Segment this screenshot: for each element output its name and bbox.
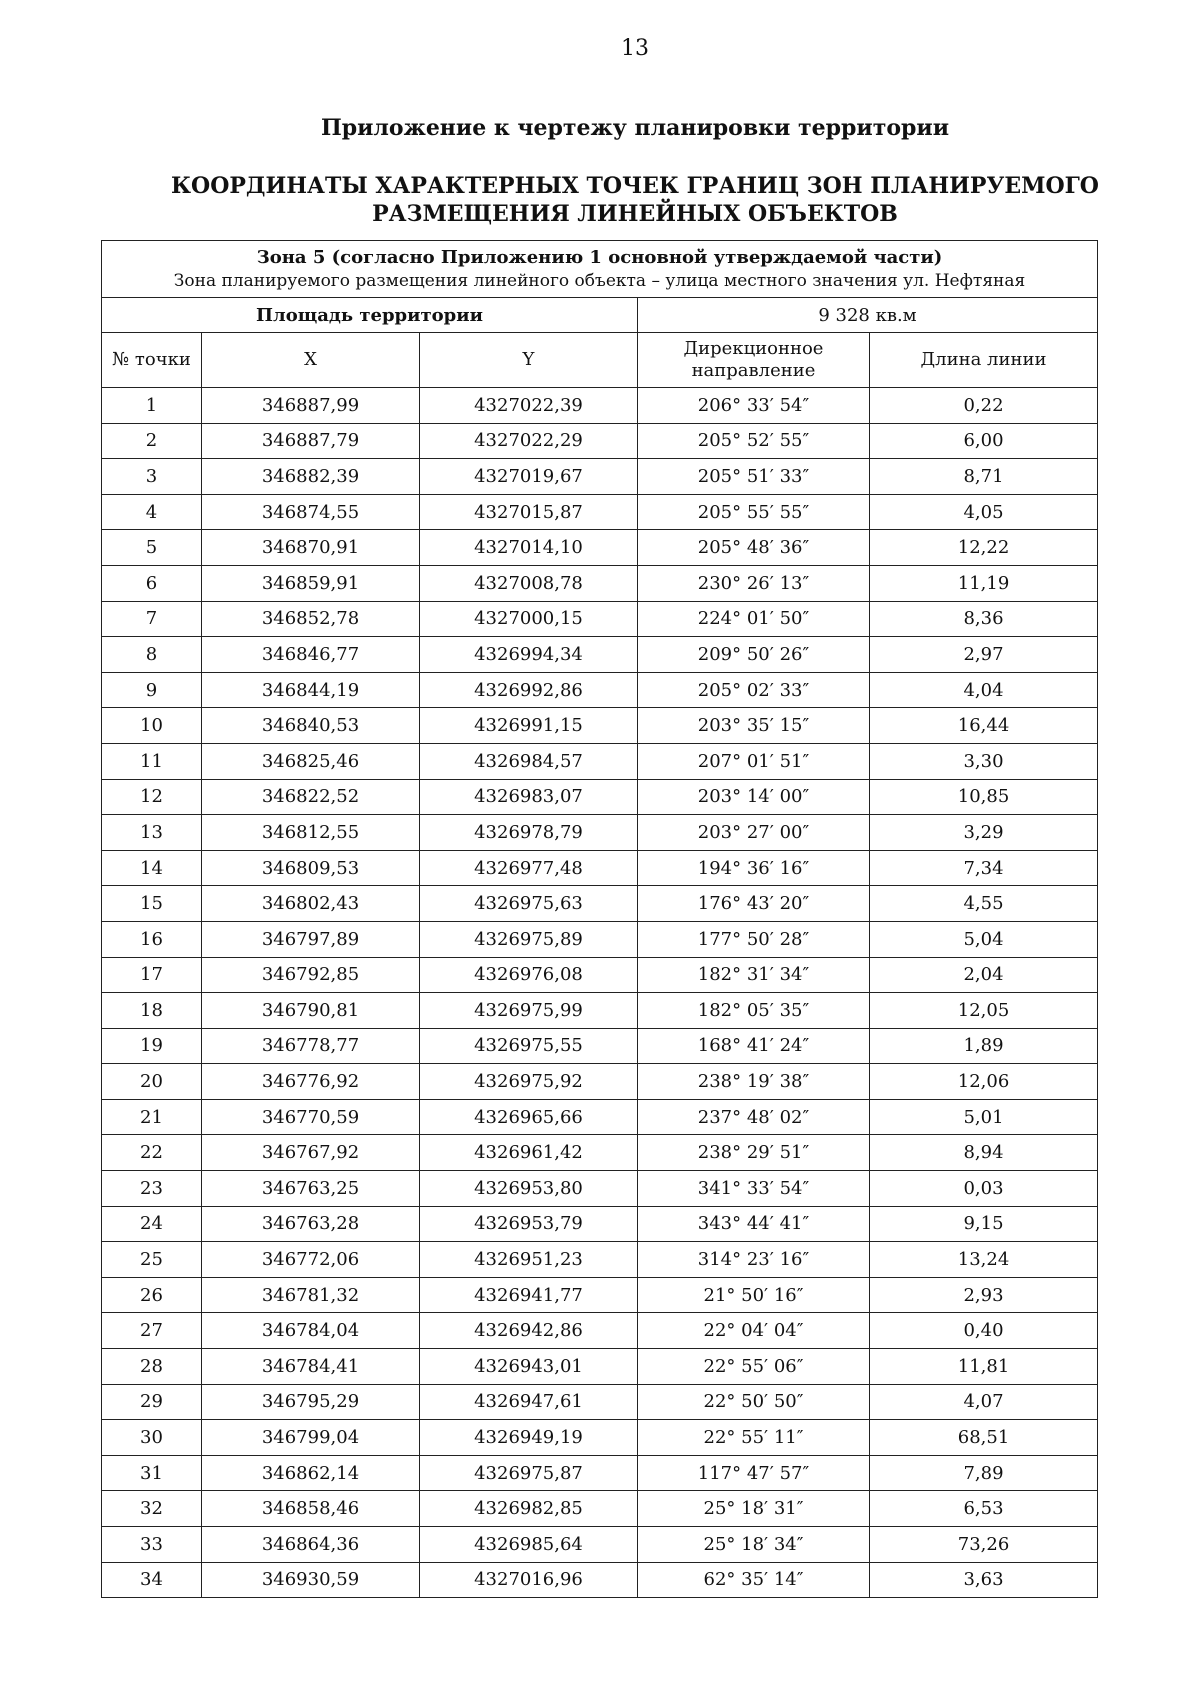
direction-cell: 22° 55′ 11″	[638, 1420, 870, 1456]
point-number-cell: 10	[102, 708, 202, 744]
x-coordinate-cell: 346822,52	[202, 779, 420, 815]
main-title-line-2: РАЗМЕЩЕНИЯ ЛИНЕЙНЫХ ОБЪЕКТОВ	[372, 201, 898, 227]
x-coordinate-cell: 346859,91	[202, 565, 420, 601]
x-coordinate-cell: 346809,53	[202, 850, 420, 886]
point-number-cell: 25	[102, 1242, 202, 1278]
coordinates-table	[101, 240, 1098, 1598]
y-coordinate-cell: 4326977,48	[420, 850, 638, 886]
zone-title: Зона 5 (согласно Приложению 1 основной утверждаемой части)	[256, 247, 943, 268]
column-header-x: X	[202, 333, 420, 388]
x-coordinate-cell: 346795,29	[202, 1384, 420, 1420]
direction-cell: 230° 26′ 13″	[638, 565, 870, 601]
direction-cell: 224° 01′ 50″	[638, 601, 870, 637]
x-coordinate-cell: 346825,46	[202, 743, 420, 779]
direction-cell: 237° 48′ 02″	[638, 1099, 870, 1135]
point-number-cell: 5	[102, 530, 202, 566]
column-header-row	[102, 333, 1098, 388]
length-cell: 8,71	[870, 459, 1098, 495]
point-number-cell: 21	[102, 1099, 202, 1135]
direction-cell: 22° 50′ 50″	[638, 1384, 870, 1420]
length-cell: 4,05	[870, 494, 1098, 530]
y-coordinate-cell: 4326975,87	[420, 1455, 638, 1491]
direction-cell: 182° 05′ 35″	[638, 993, 870, 1029]
y-coordinate-cell: 4326975,63	[420, 886, 638, 922]
length-cell: 4,55	[870, 886, 1098, 922]
length-cell: 7,89	[870, 1455, 1098, 1491]
x-coordinate-cell: 346846,77	[202, 637, 420, 673]
direction-cell: 343° 44′ 41″	[638, 1206, 870, 1242]
length-cell: 11,81	[870, 1349, 1098, 1385]
y-coordinate-cell: 4326965,66	[420, 1099, 638, 1135]
length-cell: 5,01	[870, 1099, 1098, 1135]
point-number-cell: 13	[102, 815, 202, 851]
direction-cell: 314° 23′ 16″	[638, 1242, 870, 1278]
area-value: 9 328 кв.м	[638, 298, 1098, 333]
direction-cell: 238° 29′ 51″	[638, 1135, 870, 1171]
point-number-cell: 14	[102, 850, 202, 886]
length-cell: 10,85	[870, 779, 1098, 815]
length-cell: 68,51	[870, 1420, 1098, 1456]
table-row	[102, 565, 1098, 601]
point-number-cell: 8	[102, 637, 202, 673]
x-coordinate-cell: 346840,53	[202, 708, 420, 744]
point-number-cell: 26	[102, 1277, 202, 1313]
direction-cell: 205° 52′ 55″	[638, 423, 870, 459]
x-coordinate-cell: 346767,92	[202, 1135, 420, 1171]
point-number-cell: 34	[102, 1562, 202, 1598]
table-row	[102, 530, 1098, 566]
table-row	[102, 1135, 1098, 1171]
x-coordinate-cell: 346772,06	[202, 1242, 420, 1278]
length-cell: 0,03	[870, 1171, 1098, 1207]
x-coordinate-cell: 346784,41	[202, 1349, 420, 1385]
page-number: 13	[621, 36, 649, 61]
table-row	[102, 423, 1098, 459]
table-row	[102, 993, 1098, 1029]
column-header-direction-line-1: Дирекционное	[683, 338, 824, 359]
table-row	[102, 921, 1098, 957]
y-coordinate-cell: 4326961,42	[420, 1135, 638, 1171]
point-number-cell: 1	[102, 388, 202, 424]
y-coordinate-cell: 4327015,87	[420, 494, 638, 530]
direction-cell: 177° 50′ 28″	[638, 921, 870, 957]
point-number-cell: 2	[102, 423, 202, 459]
table-row	[102, 494, 1098, 530]
point-number-cell: 17	[102, 957, 202, 993]
area-label: Площадь территории	[102, 298, 638, 333]
direction-cell: 205° 02′ 33″	[638, 672, 870, 708]
point-number-cell: 27	[102, 1313, 202, 1349]
direction-cell: 168° 41′ 24″	[638, 1028, 870, 1064]
direction-cell: 25° 18′ 34″	[638, 1527, 870, 1563]
length-cell: 0,22	[870, 388, 1098, 424]
x-coordinate-cell: 346770,59	[202, 1099, 420, 1135]
direction-cell: 205° 51′ 33″	[638, 459, 870, 495]
y-coordinate-cell: 4327008,78	[420, 565, 638, 601]
direction-cell: 205° 48′ 36″	[638, 530, 870, 566]
length-cell: 6,00	[870, 423, 1098, 459]
table-row	[102, 601, 1098, 637]
table-row	[102, 1455, 1098, 1491]
y-coordinate-cell: 4326947,61	[420, 1384, 638, 1420]
table-row	[102, 1171, 1098, 1207]
table-row	[102, 957, 1098, 993]
y-coordinate-cell: 4326941,77	[420, 1277, 638, 1313]
x-coordinate-cell: 346812,55	[202, 815, 420, 851]
length-cell: 4,04	[870, 672, 1098, 708]
table-row	[102, 672, 1098, 708]
x-coordinate-cell: 346862,14	[202, 1455, 420, 1491]
length-cell: 2,97	[870, 637, 1098, 673]
y-coordinate-cell: 4327019,67	[420, 459, 638, 495]
x-coordinate-cell: 346781,32	[202, 1277, 420, 1313]
length-cell: 9,15	[870, 1206, 1098, 1242]
point-number-cell: 24	[102, 1206, 202, 1242]
y-coordinate-cell: 4326975,92	[420, 1064, 638, 1100]
x-coordinate-cell: 346858,46	[202, 1491, 420, 1527]
x-coordinate-cell: 346792,85	[202, 957, 420, 993]
point-number-cell: 19	[102, 1028, 202, 1064]
x-coordinate-cell: 346887,79	[202, 423, 420, 459]
column-header-direction-line-2: направление	[691, 360, 816, 381]
point-number-cell: 32	[102, 1491, 202, 1527]
length-cell: 3,63	[870, 1562, 1098, 1598]
direction-cell: 203° 27′ 00″	[638, 815, 870, 851]
table-row	[102, 459, 1098, 495]
point-number-cell: 12	[102, 779, 202, 815]
y-coordinate-cell: 4327022,29	[420, 423, 638, 459]
direction-cell: 182° 31′ 34″	[638, 957, 870, 993]
point-number-cell: 7	[102, 601, 202, 637]
y-coordinate-cell: 4327016,96	[420, 1562, 638, 1598]
y-coordinate-cell: 4326994,34	[420, 637, 638, 673]
y-coordinate-cell: 4326953,80	[420, 1171, 638, 1207]
column-header-y: Y	[420, 333, 638, 388]
x-coordinate-cell: 346790,81	[202, 993, 420, 1029]
table-row	[102, 1028, 1098, 1064]
direction-cell: 209° 50′ 26″	[638, 637, 870, 673]
x-coordinate-cell: 346776,92	[202, 1064, 420, 1100]
direction-cell: 25° 18′ 31″	[638, 1491, 870, 1527]
length-cell: 7,34	[870, 850, 1098, 886]
length-cell: 0,40	[870, 1313, 1098, 1349]
point-number-cell: 11	[102, 743, 202, 779]
x-coordinate-cell: 346844,19	[202, 672, 420, 708]
length-cell: 8,94	[870, 1135, 1098, 1171]
length-cell: 8,36	[870, 601, 1098, 637]
direction-cell: 203° 14′ 00″	[638, 779, 870, 815]
x-coordinate-cell: 346763,25	[202, 1171, 420, 1207]
y-coordinate-cell: 4326943,01	[420, 1349, 638, 1385]
appendix-title: Приложение к чертежу планировки территории	[320, 115, 950, 141]
length-cell: 73,26	[870, 1527, 1098, 1563]
length-cell: 2,04	[870, 957, 1098, 993]
length-cell: 13,24	[870, 1242, 1098, 1278]
table-row	[102, 1420, 1098, 1456]
direction-cell: 21° 50′ 16″	[638, 1277, 870, 1313]
direction-cell: 117° 47′ 57″	[638, 1455, 870, 1491]
length-cell: 16,44	[870, 708, 1098, 744]
column-header-length: Длина линии	[870, 333, 1098, 388]
y-coordinate-cell: 4326942,86	[420, 1313, 638, 1349]
point-number-cell: 33	[102, 1527, 202, 1563]
zone-subtitle: Зона планируемого размещения линейного объекта – улица местного значения ул. Нефтяная	[173, 271, 1026, 291]
point-number-cell: 20	[102, 1064, 202, 1100]
table-row	[102, 815, 1098, 851]
point-number-cell: 30	[102, 1420, 202, 1456]
y-coordinate-cell: 4326976,08	[420, 957, 638, 993]
length-cell: 1,89	[870, 1028, 1098, 1064]
table-row	[102, 1491, 1098, 1527]
direction-cell: 62° 35′ 14″	[638, 1562, 870, 1598]
x-coordinate-cell: 346852,78	[202, 601, 420, 637]
main-title	[0, 172, 1200, 228]
table-row	[102, 1064, 1098, 1100]
y-coordinate-cell: 4326975,99	[420, 993, 638, 1029]
column-header-point: № точки	[102, 333, 202, 388]
table-row	[102, 779, 1098, 815]
table-row	[102, 708, 1098, 744]
table-row	[102, 1277, 1098, 1313]
y-coordinate-cell: 4326983,07	[420, 779, 638, 815]
x-coordinate-cell: 346882,39	[202, 459, 420, 495]
y-coordinate-cell: 4326991,15	[420, 708, 638, 744]
length-cell: 5,04	[870, 921, 1098, 957]
length-cell: 12,06	[870, 1064, 1098, 1100]
table-row	[102, 850, 1098, 886]
y-coordinate-cell: 4326953,79	[420, 1206, 638, 1242]
y-coordinate-cell: 4326975,89	[420, 921, 638, 957]
area-row	[102, 298, 1098, 333]
x-coordinate-cell: 346887,99	[202, 388, 420, 424]
x-coordinate-cell: 346864,36	[202, 1527, 420, 1563]
table-row	[102, 1313, 1098, 1349]
table-row	[102, 1206, 1098, 1242]
direction-cell: 207° 01′ 51″	[638, 743, 870, 779]
table-row	[102, 388, 1098, 424]
x-coordinate-cell: 346930,59	[202, 1562, 420, 1598]
x-coordinate-cell: 346870,91	[202, 530, 420, 566]
length-cell: 3,30	[870, 743, 1098, 779]
x-coordinate-cell: 346799,04	[202, 1420, 420, 1456]
y-coordinate-cell: 4326984,57	[420, 743, 638, 779]
point-number-cell: 9	[102, 672, 202, 708]
point-number-cell: 18	[102, 993, 202, 1029]
x-coordinate-cell: 346778,77	[202, 1028, 420, 1064]
table-row	[102, 1349, 1098, 1385]
point-number-cell: 3	[102, 459, 202, 495]
length-cell: 3,29	[870, 815, 1098, 851]
y-coordinate-cell: 4327000,15	[420, 601, 638, 637]
y-coordinate-cell: 4326992,86	[420, 672, 638, 708]
point-number-cell: 23	[102, 1171, 202, 1207]
y-coordinate-cell: 4327014,10	[420, 530, 638, 566]
point-number-cell: 6	[102, 565, 202, 601]
y-coordinate-cell: 4326978,79	[420, 815, 638, 851]
point-number-cell: 29	[102, 1384, 202, 1420]
table-row	[102, 637, 1098, 673]
length-cell: 12,05	[870, 993, 1098, 1029]
point-number-cell: 31	[102, 1455, 202, 1491]
y-coordinate-cell: 4326951,23	[420, 1242, 638, 1278]
direction-cell: 238° 19′ 38″	[638, 1064, 870, 1100]
x-coordinate-cell: 346797,89	[202, 921, 420, 957]
table-row	[102, 1527, 1098, 1563]
x-coordinate-cell: 346802,43	[202, 886, 420, 922]
direction-cell: 194° 36′ 16″	[638, 850, 870, 886]
direction-cell: 341° 33′ 54″	[638, 1171, 870, 1207]
table-row	[102, 743, 1098, 779]
table-row	[102, 886, 1098, 922]
direction-cell: 176° 43′ 20″	[638, 886, 870, 922]
x-coordinate-cell: 346784,04	[202, 1313, 420, 1349]
y-coordinate-cell: 4326982,85	[420, 1491, 638, 1527]
table-row	[102, 1099, 1098, 1135]
zone-header	[102, 241, 1098, 298]
length-cell: 4,07	[870, 1384, 1098, 1420]
length-cell: 11,19	[870, 565, 1098, 601]
y-coordinate-cell: 4327022,39	[420, 388, 638, 424]
point-number-cell: 15	[102, 886, 202, 922]
y-coordinate-cell: 4326985,64	[420, 1527, 638, 1563]
y-coordinate-cell: 4326949,19	[420, 1420, 638, 1456]
y-coordinate-cell: 4326975,55	[420, 1028, 638, 1064]
direction-cell: 22° 55′ 06″	[638, 1349, 870, 1385]
x-coordinate-cell: 346874,55	[202, 494, 420, 530]
length-cell: 2,93	[870, 1277, 1098, 1313]
x-coordinate-cell: 346763,28	[202, 1206, 420, 1242]
table-row	[102, 1242, 1098, 1278]
length-cell: 12,22	[870, 530, 1098, 566]
point-number-cell: 28	[102, 1349, 202, 1385]
table-row	[102, 1384, 1098, 1420]
table-body	[102, 388, 1098, 1598]
length-cell: 6,53	[870, 1491, 1098, 1527]
direction-cell: 206° 33′ 54″	[638, 388, 870, 424]
direction-cell: 205° 55′ 55″	[638, 494, 870, 530]
main-title-line-1: КООРДИНАТЫ ХАРАКТЕРНЫХ ТОЧЕК ГРАНИЦ ЗОН ПЛАНИРУЕМОГО	[171, 173, 1099, 199]
point-number-cell: 22	[102, 1135, 202, 1171]
direction-cell: 22° 04′ 04″	[638, 1313, 870, 1349]
column-header-direction	[638, 333, 870, 388]
point-number-cell: 4	[102, 494, 202, 530]
direction-cell: 203° 35′ 15″	[638, 708, 870, 744]
table-row	[102, 1562, 1098, 1598]
point-number-cell: 16	[102, 921, 202, 957]
